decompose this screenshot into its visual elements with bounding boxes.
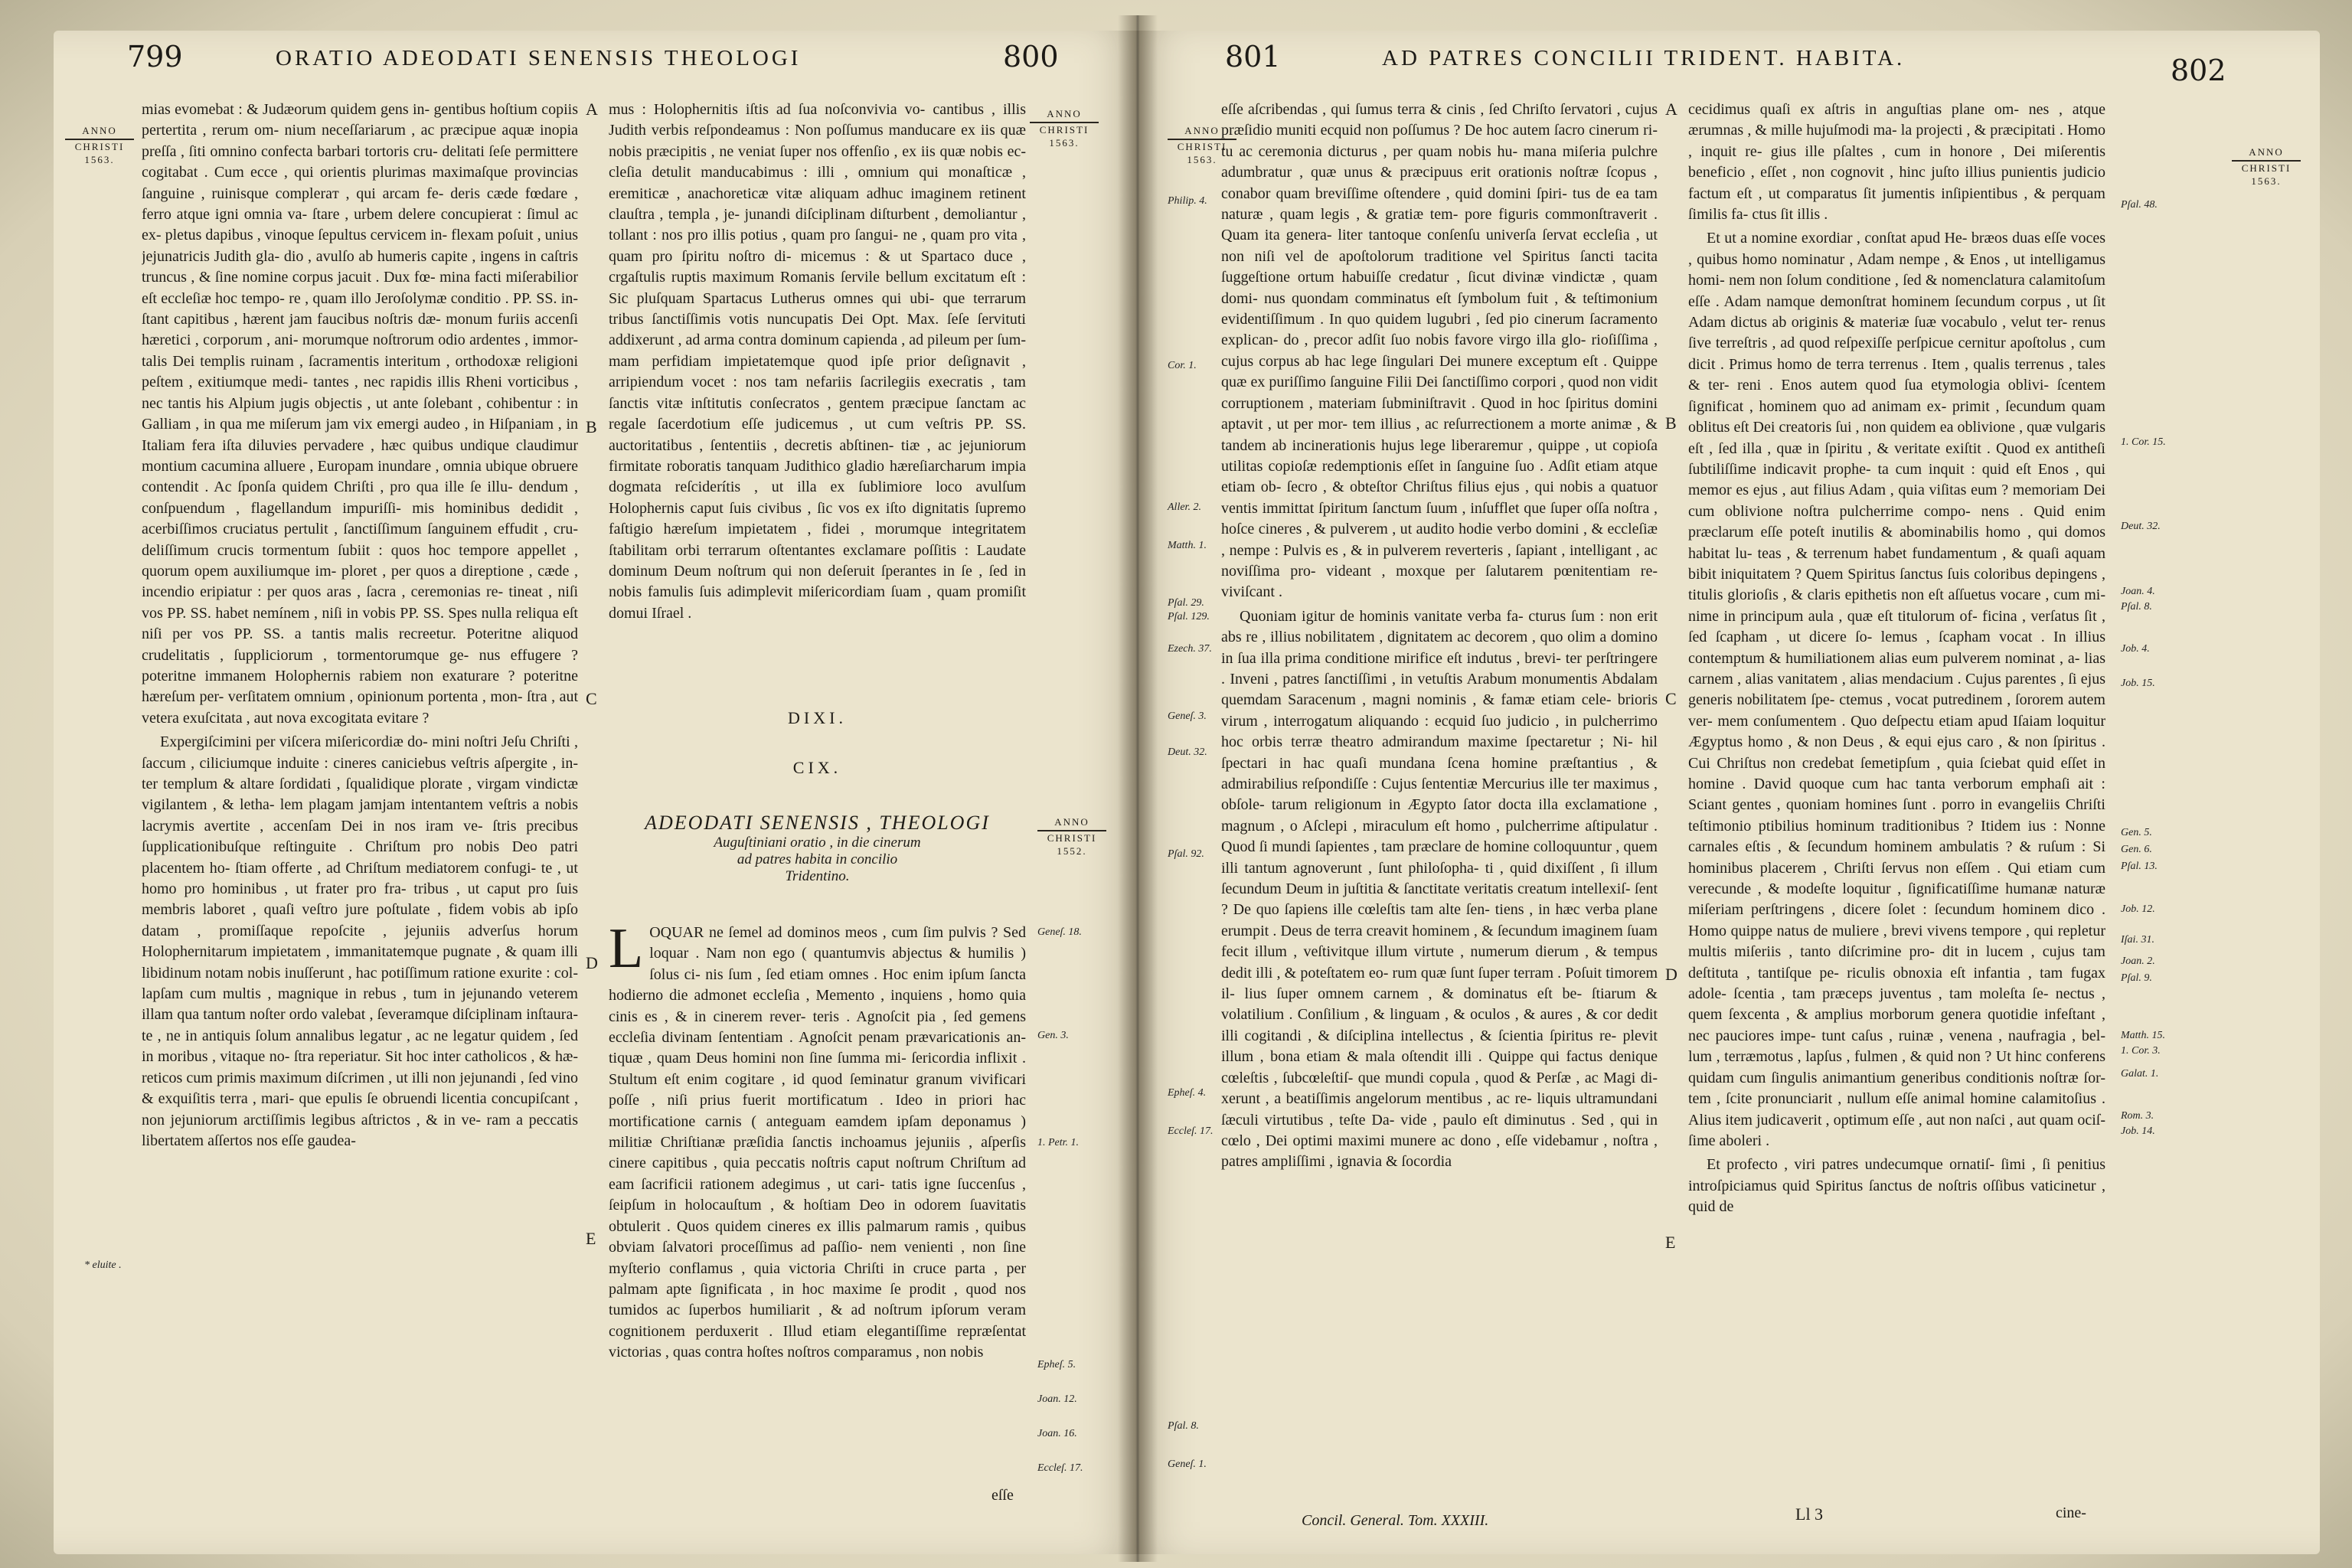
margin-ref: Matth. 15. [2121,1030,2165,1041]
margin-ref: Geneſ. 1. [1168,1459,1207,1470]
section-letter-c: C [1665,689,1677,708]
left-page [54,31,1137,1554]
page-number-799: 799 [127,40,183,74]
margin-ref: Matth. 1. [1168,540,1207,551]
paragraph: eſſe aſcribendas , qui ſumus terra & cinis , ſed Chriſto ſervatori , cujus præſidio muniti ecquid non poſſumus ? De hoc autem ſacro cinerum ri- tu ac ceremonia dicturus , per quam nobis hu- mana miſeria pulchre adumbratur , quæ unus & præcipuus erit orationis noſtræ ſcopus , conabor quam breviſſime oſtendere , quid domini ſpiri- tus de ea tam naturæ , quam legis , & gratiæ tem- pore figuris commonſtraverit . Quam ita genera- liter tantoque conſenſu univerſa ſervat eccleſia , ut non niſi vel de apoſtolorum traditione vel Spiritus ſancti tacita ſuggeſtione ortum habuiſſe credatur , ſicut divinæ vindictæ , quam domi- nus quondam comminatus eſt ſymbolum fuit , & teſtimonium evidentiſſimum . In quo quidem lugubri , ſed pio cinerum ſacramento explican- do , precor adſit ſuo nobis favore virgo illa glo- rioſiſſima , cujus corpus ab hac lege ſingulari Dei munere exceptum eſt . Quippe quæ ex puriſſimo ſanguine Filii Dei ſanctiſſimo corpori , quod non vidit corruptionem , materiam ſubminiſtravit . Quod in hoc ſpiritus domini aptavit , ut per mor- tem illius , ac reſurrectionem a morte animæ , & tandem ab incinerationis hujus lege liberaremur , quippe , ut copioſa utilitas copioſæ redemptionis eſſet in ſanguine ſuo . Adſit etiam atque etiam ob- ſecro , & obteſtor Chriſtus filius ejus , qui nobis a quatuor ventis immittat ſpiritum ſanctum ſuum , inſufflet que ſuper oſſa noſtra , hoſce cineres , & pulverem , ut audito hodie verbo domini , & eccleſiæ , nempe : Pulvis es , & in pulverem reverteris , ſapiant , intelligant , ac noviſſima pro- videant , moxque per ſalutarem pœnitentiam re- viviſcant . [1221,101,1658,601]
christi-label: CHRISTI [1168,139,1236,153]
margin-ref: 1. Cor. 15. [2121,436,2166,448]
section-letter-a: A [586,100,598,119]
margin-ref: Pſal. 29. [1168,597,1204,609]
section-letter-e: E [1665,1233,1676,1252]
margin-ref: 1. Petr. 1. [1037,1137,1080,1148]
christi-label: CHRISTI [1037,830,1106,844]
margin-ref: Deut. 32. [2121,521,2161,532]
margin-ref: Joan. 2. [2121,956,2155,967]
margin-ref: Pſal. 92. [1168,848,1204,860]
page-number-801: 801 [1225,40,1281,74]
margin-ref: Job. 14. [2121,1125,2155,1137]
margin-ref: Eccleſ. 17. [1037,1462,1083,1474]
paragraph: Expergiſcimini per viſcera miſericordiæ do- mini noſtri Jeſu Chriſti , ſaccum , ciliciumque induite : cineres caniciebus veſtris aſpergite , in- ter templum & altare ſordidati , ſqualidique plorate , virgam vindictæ vigilantem , & letha- lem plagam jamjam intentantem veſtris a nobis lacrymis avertite , accenſam Dei in nos iram ve- ſtris precibus ſupplicationibuſque reſtinguite . Chriſtum pro nobis Deo patri placentem ho- ſtiam offerte , ad Chriſtum mediatorem confugi- te , ut homo pro hominibus , ut frater pro fra- tribus , ut caput pro ſuis membris laboret , quaſi veſtro jure poſtulate , fidem vobis ab ipſo datam , promiſſaque repoſcite , jejuniis adverſus horum Holophernitarum impietatem , immanitatemque pugnate , & quam illi libidinum notam nobis inuſſerunt , hac potiſſimum ratione exurite : col- lapſam cum multis , magnique in rebus , tum in jejunando veterem illam qua tantum noſter ordo valebat , ſeveramque diſciplinam inſtaura- te , ne in antiquis ſolum annalibus legatur , ac ne legatur quidem , ſed in moribus , vitaque no- ſtra reperiatur. Sit hoc inter catholicos , & hæ- reticos cum primis maximum diſcrimen , ut illi non jejunandi , ſed vino & exquiſitis terra , mari- que epulis ſe obruendi licentia concupiſcant , non jejuniorum arctiſſimis legibus aſtrictos , & in ve- ram a peccatis libertatem aſſertos nos eſſe gaudea- [142,733,578,1149]
section-number: CIX. [792,758,842,777]
margin-ref: Pſal. 8. [1168,1420,1199,1432]
margin-ref: Pſal. 9. [2121,972,2152,984]
margin-ref: Job. 12. [2121,903,2155,915]
margin-ref: Gen. 3. [1037,1030,1069,1041]
margin-ref: Pſal. 129. [1168,611,1210,622]
margin-ref: Aller. 2. [1168,501,1201,513]
oration-heading-line-1: ADEODATI SENENSIS , THEOLOGI [645,812,990,834]
anno-label: ANNO [1047,108,1082,119]
section-letter-b: B [1665,413,1677,433]
footer-concil-general: Concil. General. Tom. XXXIII. [1302,1512,1489,1529]
christi-label: CHRISTI [65,139,134,153]
paragraph: cecidimus quaſi ex aſtris in anguſtias plane om- nes , atque ærumnas , & mille hujuſmodi ma- la projecti , & præcipitati . Homo , inquit re- gius ille pſaltes , cum in honore , Dei miſerentis beneficio , eſſet , non cognovit , hinc juſto illius punientis judicio factum eſt , ut comparatus ſit jumentis inſipientibus , & perquam ſimilis fa- ctus ſit illis . [1688,101,2105,224]
margin-ref: Pſal. 48. [2121,199,2158,211]
margin-ref: Gen. 5. [2121,827,2152,838]
book-gutter [1118,15,1158,1562]
paragraph: Quoniam igitur de hominis vanitate verba fa- cturus ſum : non erit abs re , illius nobilitatem , dignitatem ac decorem , quo olim a domino in ſua illa prima conditione mirifice eſt indutus , brevi- ter perſtringere . Inveni , patres ſanctiſſimi , in vetuſtis Arabum monumentis Abdalam quemdam Saracenum , magni nominis , & famæ etiam cele- brioris virum , interrogatum aliquando : ecquid ſuo judicio , in pulcherrimo hoc orbis terræ theatro admirandum maxime ſpectaretur ; Ni- hil ſpectari in hac quaſi mundana ſcena homine præſtantius , & admirabilius reſpondiſſe : Cujus ſententiæ Mercurius ille ter maximus , obſole- tarum religionum in Ægypto ſator docta illa exclamatione , magnum , o Aſclepi , miraculum eſt homo , pulcherrime aſtipulatur . Quod ſi mundi ſapientes , tam præclare de homine colloquuntur , quem illi tantum agnoverunt , ſunt philoſopha- ti , quid dixiſſent , ſi illum ſecundum Deum in juſtitia & ſanctitate veritatis creatum intellexiſ- ſent ? De quo ſapiens ille cœleſtis tam alte ſen- tiens , in hæc verba plane erumpit . Deus de terra creavit hominem , & ſecundum imaginem ſuam fecit illum , veſtivitque illum virtute , numerum dierum , & tempus dedit illi , & poteſtatem eo- rum quæ ſunt ſuper terram . Poſuit timorem il- lius ſuper omnem carnem , & dominatus eſt be- ſtiarum & volatilium . Conſilium , & linguam , & oculos , & aures , & cor dedit illi cogitandi , & diſciplina intellectus , & ſcientia ſpiritus re- plevit illum , bona etiam & mala oſtendit illi . Quippe qui factus denique cœleſtis , ſubcœleſtiſ- que mundi copula , quod & Perſæ , ac Magi di- xerunt , a beatiſſimis angelorum mentibus , ac re- liquis ultramundani ſæculi virtutibus , teſte Da- vide , paulo eſt diminutus . Sed , qui in cœlo , Dei optimi maximi munere ac dono , eſſe videbamur , noſtra , patres ampliſſimi , ignavia & ſocordia [1221,607,1658,1171]
section-letter-e: E [586,1229,596,1248]
right-page-column-1 [1221,100,1658,1478]
year-label: 1563. [2251,175,2282,187]
margin-ref: Pſal. 13. [2121,861,2158,872]
christi-label: CHRISTI [1030,122,1099,136]
catchword-right: cine- [2056,1504,2086,1521]
running-head-left: ORATIO ADEODATI SENENSIS THEOLOGI [276,46,802,70]
margin-ref: Cor. 1. [1168,360,1197,371]
anno-christi-box-right-page-outer [2232,145,2301,188]
section-letter-a: A [1665,100,1677,119]
oration-heading-line-4: Tridentino. [785,868,850,884]
anno-label: ANNO [1184,125,1220,136]
margin-ref: Epheſ. 4. [1168,1087,1207,1099]
left-page-column-2-top [609,100,1026,704]
year-label: 1563. [84,154,115,165]
section-letter-c: C [586,689,597,708]
anno-label: ANNO [82,125,117,136]
anno-label: ANNO [2249,146,2284,158]
margin-ref: Philip. 4. [1168,195,1207,207]
running-head-right: AD PATRES CONCILII TRIDENT. HABITA. [1382,46,1906,70]
year-label: 1563. [1187,154,1217,165]
section-letter-b: B [586,417,597,436]
margin-ref: Epheſ. 5. [1037,1359,1076,1370]
paragraph: Et ut a nomine exordiar , conſtat apud He- bræos duas eſſe voces , quibus homo nominatur , Adam nempe , & Enos , ut intelligamus homi- nem non ſolum conditione , ſed & nomenclatura calamitoſum eſſe . Adam namque demonſtrat hominem ſecundum corpus , ut ſit Adam dictus ab originis & materiæ ſuæ vocabulo , velut ter- renus ſive terreſtris , ad quod reſpexiſſe perſpicue cernitur apoſtolus , cum dicit . Primus homo de terra terrenus . Item , qualis terrenus , tales & ter- reni . Enos autem quod ſua etymologia oblivi- ſcentem ſignificat , hominem quo ad animam ex- primit , ſecundum quam oblitus eſt Dei creatoris ſui , non quidem ea oblivione , quæ vulgaris eſt , ſed illa , quæ in ſpiritu , & veritate exiſtit . Quod ex antitheſi ſubtiliſſime indicavit prophe- ta cum inquit : quid eſt Enos , qui memor es ejus , aut filius Adam , quia viſitas eum ? memoriam Dei cum oblivione noſtra pulcherrime compo- nens . Quid enim præclarum eſſe poteſt inutilis & abominabilis homo , qui domos habitat lu- teas , & terrenum habet fundamentum , & quaſi aquam bibit iniquitatem ? Quem Spiritus ſanctus ſuis coloribus depingens , titulis glorioſis , & claris epithetis non eſt aſſuetus vocare , cum mi- nime in principum aula , quæ eſt titulorum of- ficina , verſatus ſit , ſed ſcapham , ut dicere ſo- lemus , ſcapham vocat . In illius contemptum & humiliationem alias eum pulverem nominat , a- lias carnem , alias vanitatem , alias mendacium . Cujus parentes , ſi ejus generis nobilitatem ſpe- ctemus , vocat putredinem , ſororem autem ver- mem conſumentem . Quo deſpectu etiam apud Iſaiam loquitur Ægyptus homo , & non Deus , & equi ejus caro , & non ſpiritus . Cui Chriſtus non credebat ſemetipſum , quia ſciebat quid eſſet in homine . David quoque cum hac tanta verborum emphaſi ait : Sciant gentes , quoniam homines ſunt . porro in evangeliis Chriſti teſtimonio ptibilius hominum traditionibus ? Itidem ius : Nonne carnales eſtis , & ſecundum hominem ambulatis ? & ruſum : Si hominibus placerem , Chriſti ſervus non eſſem . Qui etiam cum verecunde , & modeſte loquitur , ſignificatiſſime humanæ naturæ miſeriam perſtringens , dicere ſolet : ſecundum hominem dico . Homo quippe natus de muliere , brevi vivens tempore , qui repletur multis miſeriis , tanto diſcrimine pro- dit in lucem , cujus tam deſtituta , tantiſque pe- riculis obnoxia eſt infantia , tam fugax adole- ſcentia , tam præceps juventus , tam moleſta ſe- nectus , quem ſexcenta , & amplius morborum genera quotidie infeſtant , nec pauciores impe- tunt caſus , ruinæ , venena , naufragia , bel- lum , terræmotus , lapſus , fulmen , & quid non ? Ut hinc conferens quidam cum ſingulis animantium generibus conditionis noſtræ ſor- tem , ſcite pronunciarit , nullum eſſe animal homine calamitoſius . Alius item judicaverit , optimum eſſe , aut non naſci , aut quam ociſ- ſime aboleri . [1688,230,2105,1149]
paragraph: mus : Holophernitis iſtis ad ſua noſconvivia vo- cantibus , illis Judith verbis reſpondeamus : Non poſſumus manducare ex iis quæ nobis præcipitis , ne veniat ſuper nos offenſio , ex iis quæ nobis ec- cleſia detulit manducabimus : illi , omnium qui monaſticæ , eremiticæ , anachoreticæ vitæ aliquam adhuc imaginem retinent clauſtra , templa , je- junandi diſciplinam diſturbent , demoliantur , tollant : nos pro illis potius , quam pro ſangui- ne , quam pro vita , quam pro ſpiritu noſtro di- micemus : & ut Spartaco duce , crgaſtulis ruptis maximum Romanis ſervile bellum excitatum eſt : Sic pluſquam Spartacus Lutherus omnes qui ubi- que terrarum tribus ſanctiſſimis votis nuncupatis Dei Opt. Max. ſeſe ſervituti addixerunt , ad arma contra dominum capienda , ad pileum per ſum- mam perfidiam impietatemque quod ipſe prior deſignavit , arripiendum vocet : nos tam nefariis ſacrilegiis execratis , tam ſanctis vitæ inſtitutis conſecratos , gentem præcipue ſanctam ac regale ſacerdotium eſſe judicemus , ut cum veſtris PP. SS. auctoritatibus , ſententiis , decretis abſtinen- tiæ , ac jejuniorum firmitate roboratis tanquam Judithico gladio hæreſiarcharum impia dogmata reſciderítis , ut illa ex ſublimiore loco avulſum Holophernis caput ſuis civibus , ſic vos ex iſto dignitatis ſupremo faſtigio hæreſum impietatem , fidei , morumque integritatem ſtabilitam orbi terrarum oſtentantes exclamare poſſitis : Laudate dominum Deum noſtrum qui non deſeruit ſperantes in ſe , ſed in nobis famulis ſuis adimplevit miſericordiam ſuam , quam promiſit domui Iſrael . [609,101,1026,622]
left-page-column-1 [142,100,578,1501]
anno-christi-box-1552 [1037,815,1106,858]
margin-ref: Deut. 32. [1168,746,1207,758]
margin-ref: Joan. 12. [1037,1393,1077,1405]
paragraph: mias evomebat : & Judæorum quidem gens in- gentibus hoſtium copiis pertertita , rerum om- nium neceſſariarum , ac præcipue aquæ inopia preſſa , ſiti omnino confecta barbari tortoris cru- delitati ſeſe permittere cogitabat . Cum ecce , qui orientis plurimas maximaſque provincias ſanguine , ruinisque compleraт , qui arcam fe- deris cæde fœdare , ferro atque igni omnia va- ſtare , urbem delere concupierat : ſimul ac ex- pletus dapibus , vinoque ſepultus cervicem in- flexam poſuit , unius jejunatricis Judith gla- dio , avulſo ab humeris capite , ingens in caſtris truncus , & ſine nomine corpus jacuit . Dux fœ- mina facti miſerabilior eſt eccleſiæ hoc tempo- re , quam illo Jeroſolymæ conditio . PP. SS. in- ſtant capitibus , hærent jam faucibus noſtris dæ- monum furiis accenſi hæretici , corporum , ani- morumque noſtrorum odio ardentes , immor- talis Dei templis ruinam , ſacramentis interitum , orthodoxæ religioni peſtem , exitiumque medi- tantes , nec rapidis illis Rheni vorticibus , nec tantis his Alpium jugis objectis , ut ante ſolebant , cohibentur : in Galliam , in qua me miſerum jam vix emergi audeo , in Hiſpaniam , in Italiam fera iſta diluvies pervadere , hæc quibus undique claudimur montium cacumina alluere , Europam inundare , omnia ubique obruere contendit . Ac ſponſa quidem Chriſti , pro qua ille ſe illu- dendum , conſpuendum , flagellandum impuriſſi- mis hominibus dedidit , acerbiſſimos cruciatus pertulit , ſanctiſſimum ſanguinem effudit , cru- deliſſimum crucis tormentum ſubiit : quos hoc tempore appellet , quorum opem auxiliumque im- ploret , per quos a direptione , cæde , incendio eripiatur : per quos aras , ſacra , ceremonias re- tineat , niſi vos PP. SS. habet nemínem , niſi in vobis PP. SS. Spes nulla reliqua eſt niſi per vos PP. SS. a tantis malis recreetur. Poteritne aliquod crudelitatis , ſuppliciorum , tormentorumque ge- nus effugere ? poteritne immanem Holophernis rabiem non exaturare ? poteritne hæreſum per- verſitatem omnium , opinionum portenta , mon- ſtra , aut vetera exuſcitata , aut nova excogitata evitare ? [142,101,578,727]
margin-ref: Iſai. 31. [2121,934,2154,946]
oration-heading-line-2: Auguſtiniani oratio , in die cinerum [714,835,921,851]
anno-christi-box-left [65,124,134,166]
margin-ref: Galat. 1. [2121,1068,2159,1080]
oration-heading [609,812,1026,885]
catchword-left: eſſe [991,1487,1014,1504]
page-number-802: 802 [2171,54,2226,87]
margin-ref: Gen. 6. [2121,844,2152,855]
page-number-800: 800 [1003,40,1059,74]
dixi-label: DIXI. [788,708,847,727]
margin-ref: Rom. 3. [2121,1110,2154,1122]
margin-ref: Pſal. 8. [2121,601,2152,612]
left-page-column-2-oration [609,923,1026,1485]
anno-christi-box-right-margin [1030,107,1099,149]
section-letter-d: D [1665,965,1677,984]
right-page [1137,31,2320,1554]
right-page-column-2 [1688,100,2105,1508]
margin-ref: Job. 4. [2121,643,2150,655]
year-label: 1563. [1049,137,1080,149]
margin-ref: Joan. 4. [2121,586,2155,597]
oration-heading-line-3: ad patres habita in concilio [737,851,898,867]
signature-mark: Ll 3 [1795,1504,1824,1524]
drop-cap-l: L [609,923,644,980]
margin-note-eluite: * eluite . [84,1259,122,1271]
paragraph: Et profecto , viri patres undecumque ornatiſ- ſimi , ſi penitius introſpiciamus quid Spiritus ſanctus de noſtris oſſibus vaticinetur , quid de [1688,1156,2105,1216]
anno-label: ANNO [1054,816,1089,828]
christi-label: CHRISTI [2232,160,2301,175]
paragraph: OQUAR ne ſemel ad dominos meos , cum ſim pulvis ? Sed loquar . Nam non ego ( quantumvis abjectus & humilis ) ſolus ci- nis ſum , ſed etiam omnes . Hoc enim ipſum ſancta hodierno die admonet eccleſia , Memento , inquiens , homo quia cinis es , & in cinerem rever- teris . Agnoſcit pia , ſed gemens eccleſia divinam ſententiam . Agnoſcit penam prævaricationis an- tiquæ , quam Deus homini non ſine ſumma mi- ſericordia inflixit . Stultum eſt enim cogitare , id quod ſeminatur granum vivificari poſſe , niſi prius fuerit mortificatum . Ideo in priori hac mortificatione carnis ( anteguam eamdem ipſam deponamus ) militiæ Chriſtianæ præſidia ſanctis inchoamus jejuniis , aſperſis cinere capitibus , quia peccatis noſtris caput noſtrum Chriſtum ad eam ſacrificii rationem adegimus , ut cari- tatis igne ſuccenſus , ſeipſum in holocauſtum , & hoſtiam Deo in odorem ſuavitatis obtulerit . Quos quidem cineres ex illis palmarum ramis , quibus obviam ſalvatori proceſſimus ad paſſio- nem venienti , non ſine myſterio conflamus , quia victoria Chriſti in cruce parta , per palmam apte ſignificata , in hoc maxime ſe prodit , quod nos tumidos ac ſuperbos humiliarit , & ad noſtrum ipſorum veram cognitionem perduxerit . Illud etiam elegantiſſime repræſentat victorias , quas contra hoſtes noſtros comparamus , non nobis [609,924,1026,1361]
margin-ref: Geneſ. 18. [1037,926,1082,938]
margin-ref: Geneſ. 3. [1168,710,1207,722]
margin-ref: Eccleſ. 17. [1168,1125,1214,1137]
margin-ref: Ezech. 37. [1168,643,1212,655]
year-label: 1552. [1057,845,1087,857]
section-letter-d: D [586,953,598,972]
margin-ref: 1. Cor. 3. [2121,1045,2161,1057]
margin-ref: Job. 15. [2121,678,2155,689]
margin-ref: Joan. 16. [1037,1428,1077,1439]
